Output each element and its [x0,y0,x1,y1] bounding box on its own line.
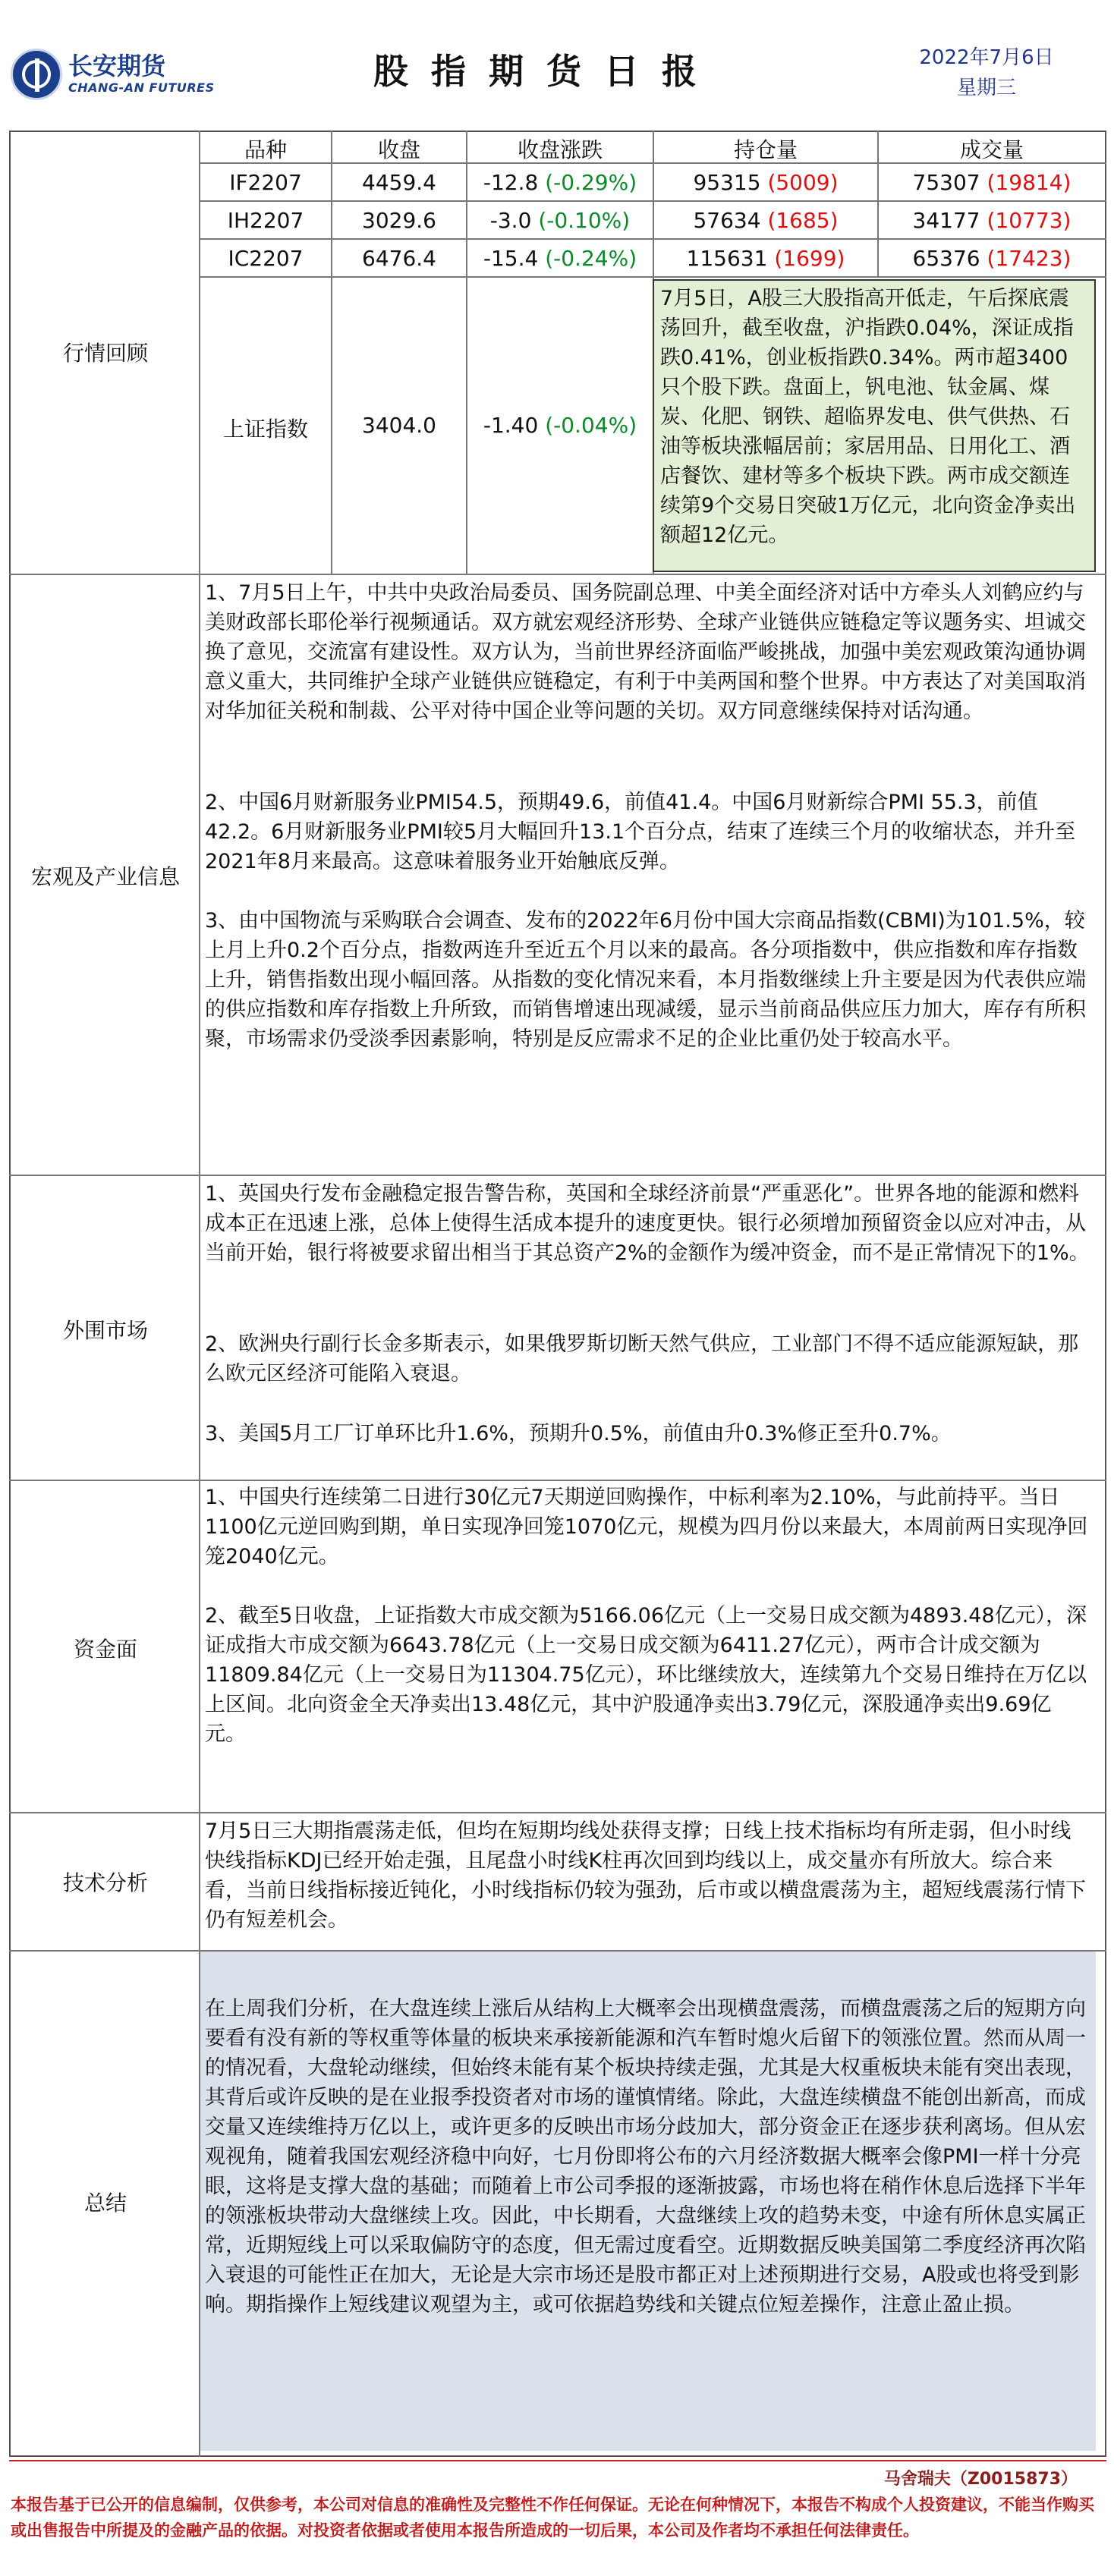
funds-item: 2、截至5日收盘，上证指数大市成交额为5166.06亿元（上一交易日成交额为4893.48亿元），深证成指大市成交额为6643.78亿元（上一交易日成交额为6411.27亿元），两市合计成交额为11809.84亿元（上一交易日为11304.75亿元），环比继续放大，连续第九个交易日维持在万亿以上区间。北向资金全天净卖出13.48亿元，其中沪股通净卖出3.79亿元，深股通净卖出9.69亿元。 [205,1604,1087,1746]
report-header [0,0,1114,129]
volume-value: 65376 [912,246,980,271]
change-value: -3.0 [489,208,532,233]
report-date [895,42,1078,103]
close-price: 3029.6 [362,208,436,233]
external-item: 3、美国5月工厂订单环比升1.6%，预期升0.5%，前值由升0.3%修正至升0.7%。 [205,1422,952,1445]
index-name: 上证指数 [222,417,308,442]
index-close: 3404.0 [362,413,436,438]
volume-value: 75307 [912,170,980,195]
divider [9,574,1106,575]
table-header: 品种 [244,137,287,162]
divider [9,1812,1106,1813]
contract-name: IH2207 [227,208,304,233]
change-value: -12.8 [483,170,539,195]
oi-value: 57634 [693,208,761,233]
close-price: 6476.4 [362,246,436,271]
change-percent: (-0.24%) [545,246,637,271]
oi-value: 115631 [686,246,768,271]
close-change [467,170,653,195]
open-interest [654,208,877,233]
logo-emblem-icon [11,49,62,100]
change-value: -15.4 [483,246,539,271]
technical-text: 7月5日三大期指震荡走低，但均在短期均线处获得支撑；日线上技术指标均有所走弱，但小时线快线指标KDJ已经开始走强，且尾盘小时线K柱再次回到均线以上，成交量亦有所放大。综合来看，当前日线指标接近钝化，小时线指标仍较为强劲，后市或以横盘震荡为主，超短线震荡行情下仍有短差机会。 [205,1820,1086,1932]
external-item: 1、英国央行发布金融稳定报告警告称，英国和全球经济前景“严重恶化”。世界各地的能源和燃料成本正在迅速上涨，总体上使得生活成本提升的速度更快。银行必须增加预留资金以应对冲击，从当前开始，银行将被要求留出相当于其总资产2%的金额作为缓冲资金，而不是正常情况下的1%。 [205,1182,1090,1265]
divider [9,1175,1106,1176]
page-title: 股指期货日报 [373,51,719,92]
date-text: 2022年7月6日 [919,46,1054,69]
oi-change: (1699) [774,246,845,271]
oi-change: (5009) [767,170,839,195]
divider [9,1480,1106,1481]
volume [879,170,1105,195]
change-percent: (-0.04%) [545,413,637,438]
volume-change: (10773) [987,208,1072,233]
contract-name: IF2207 [229,170,302,195]
table-header: 持仓量 [733,137,798,162]
contract-name: IC2207 [228,246,304,271]
logo-name-cn: 长安期货 [68,52,166,80]
change-value: -1.40 [483,413,539,438]
macro-item: 3、由中国物流与采购联合会调查、发布的2022年6月份中国大宗商品指数(CBMI)为101.5%，较上月上升0.2个百分点，指数两连升至近五个月以来的最高。各分项指数中，供应指数和库存指数上升，销售指数出现小幅回落。从指数的变化情况来看，本月指数继续上升主要是因为代表供应端的供应指数和库存指数上升所致，而销售增速出现减缓，显示当前商品供应压力加大，库存有所积聚，市场需求仍受淡季因素影响，特别是反应需求不足的企业比重仍处于较高水平。 [205,909,1086,1051]
close-price: 4459.4 [362,170,436,195]
funds-item: 1、中国央行连续第二日进行30亿元7天期逆回购操作，中标利率为2.10%，与此前持平。当日1100亿元逆回购到期，单日实现净回笼1070亿元，规模为四月份以来最大，本周前两日实现净回笼2040亿元。 [205,1486,1088,1568]
section-label-external: 外围市场 [62,1318,148,1343]
section-label-macro: 宏观及产业信息 [30,864,180,889]
footer-divider [9,2460,1106,2461]
divider [331,131,332,574]
oi-change: (1685) [767,208,839,233]
volume-change: (19814) [987,170,1072,195]
volume-change: (17423) [987,246,1072,271]
section-label-technical: 技术分析 [62,1870,148,1895]
logo-name-en: CHANG-AN FUTURES [68,80,215,95]
open-interest [654,170,877,195]
oi-value: 95315 [693,170,761,195]
disclaimer-text: 本报告基于已公开的信息编制，仅供参考，本公司对信息的准确性及完整性不作任何保证。无论在何种情况下，本报告不构成个人投资建议，不能当作购买或出售报告中所提及的金融产品的依据。对投资者依据或者使用本报告所造成的一切后果，本公司及作者均不承担任何法律责任。 [11,2496,1094,2540]
volume [879,208,1105,233]
weekday-text: 星期三 [956,77,1016,99]
table-header: 成交量 [959,137,1024,162]
close-change [467,208,653,233]
analyst-name: 马舍瑞夫（Z0015873） [883,2470,1078,2489]
change-percent: (-0.29%) [545,170,637,195]
external-item: 2、欧洲央行副行长金多斯表示，如果俄罗斯切断天然气供应，工业部门不得不适应能源短缺，那么欧元区经济可能陷入衰退。 [205,1332,1079,1386]
change-percent: (-0.10%) [538,208,631,233]
macro-item: 1、7月5日上午，中共中央政治局委员、国务院副总理、中美全面经济对话中方牵头人刘鹤应约与美财政部长耶伦举行视频通话。双方就宏观经济形势、全球产业链供应链稳定等议题务实、坦诚交换了意见，交流富有建设性。双方认为，当前世界经济面临严峻挑战，加强中美宏观政策沟通协调意义重大，共同维护全球产业链供应链稳定，有利于中美两国和整个世界。中方表达了对美国取消对华加征关税和制裁、公平对待中国企业等问题的关切。双方同意继续保持对话沟通。 [205,581,1086,723]
index-change [467,413,653,438]
section-label-summary: 总结 [83,2191,127,2216]
macro-item: 2、中国6月财新服务业PMI54.5，预期49.6，前值41.4。中国6月财新综合PMI 55.3，前值42.2。6月财新服务业PMI较5月大幅回升13.1个百分点，结束了连续三个月的收缩状态，并升至2021年8月来最高。这意味着服务业开始触底反弹。 [205,791,1076,873]
close-change [467,246,653,271]
divider [466,131,467,574]
open-interest [654,246,877,271]
volume-value: 34177 [912,208,980,233]
market-review-text: 7月5日，A股三大股指高开低走，午后探底震荡回升，截至收盘，沪指跌0.04%，深证成指跌0.41%，创业板指跌0.34%。两市超3400只个股下跌。盘面上，钒电池、钛金属、煤炭、化肥、钢铁、超临界发电、供气供热、石油等板块涨幅居前；家居用品、日用化工、酒店餐饮、建材等多个板块下跌。两市成交额连续第9个交易日突破1万亿元，北向资金净卖出额超12亿元。 [653,279,1096,572]
table-header: 收盘涨跌 [517,137,603,162]
volume [879,246,1105,271]
section-label-review: 行情回顾 [62,341,148,366]
summary-text: 在上周我们分析，在大盘连续上涨后从结构上大概率会出现横盘震荡，而横盘震荡之后的短期方向要看有没有新的等权重等体量的板块来承接新能源和汽车暂时熄火后留下的领涨位置。然而从周一的情况看，大盘轮动继续，但始终未能有某个板块持续走强，尤其是大权重板块未能有突出表现，其背后或许反映的是在业报季投资者对市场的谨慎情绪。除此，大盘连续横盘不能创出新高，而成交量又连续维持万亿以上，或许更多的反映出市场分歧加大，部分资金正在逐步获利离场。但从宏观视角，随着我国宏观经济稳中向好，七月份即将公布的六月经济数据大概率会像PMI一样十分亮眼，这将是支撑大盘的基础；而随着上市公司季报的逐渐披露，市场也将在稍作休息后选择下半年的领涨板块带动大盘继续上攻。因此，中长期看，大盘继续上攻的趋势未变，中途有所休息实属正常，近期短线上可以采取偏防守的态度，但无需过度看空。近期数据反映美国第二季度经济再次陷入衰退的可能性正在加大，无论是大宗市场还是股市都正对上述预期进行交易，A股或也将受到影响。期指操作上短线建议观望为主，或可依据趋势线和关键点位短差操作，注意止盈止损。 [205,1997,1086,2317]
company-logo [11,41,215,109]
table-header: 收盘 [377,137,420,162]
section-label-funds: 资金面 [73,1637,137,1662]
